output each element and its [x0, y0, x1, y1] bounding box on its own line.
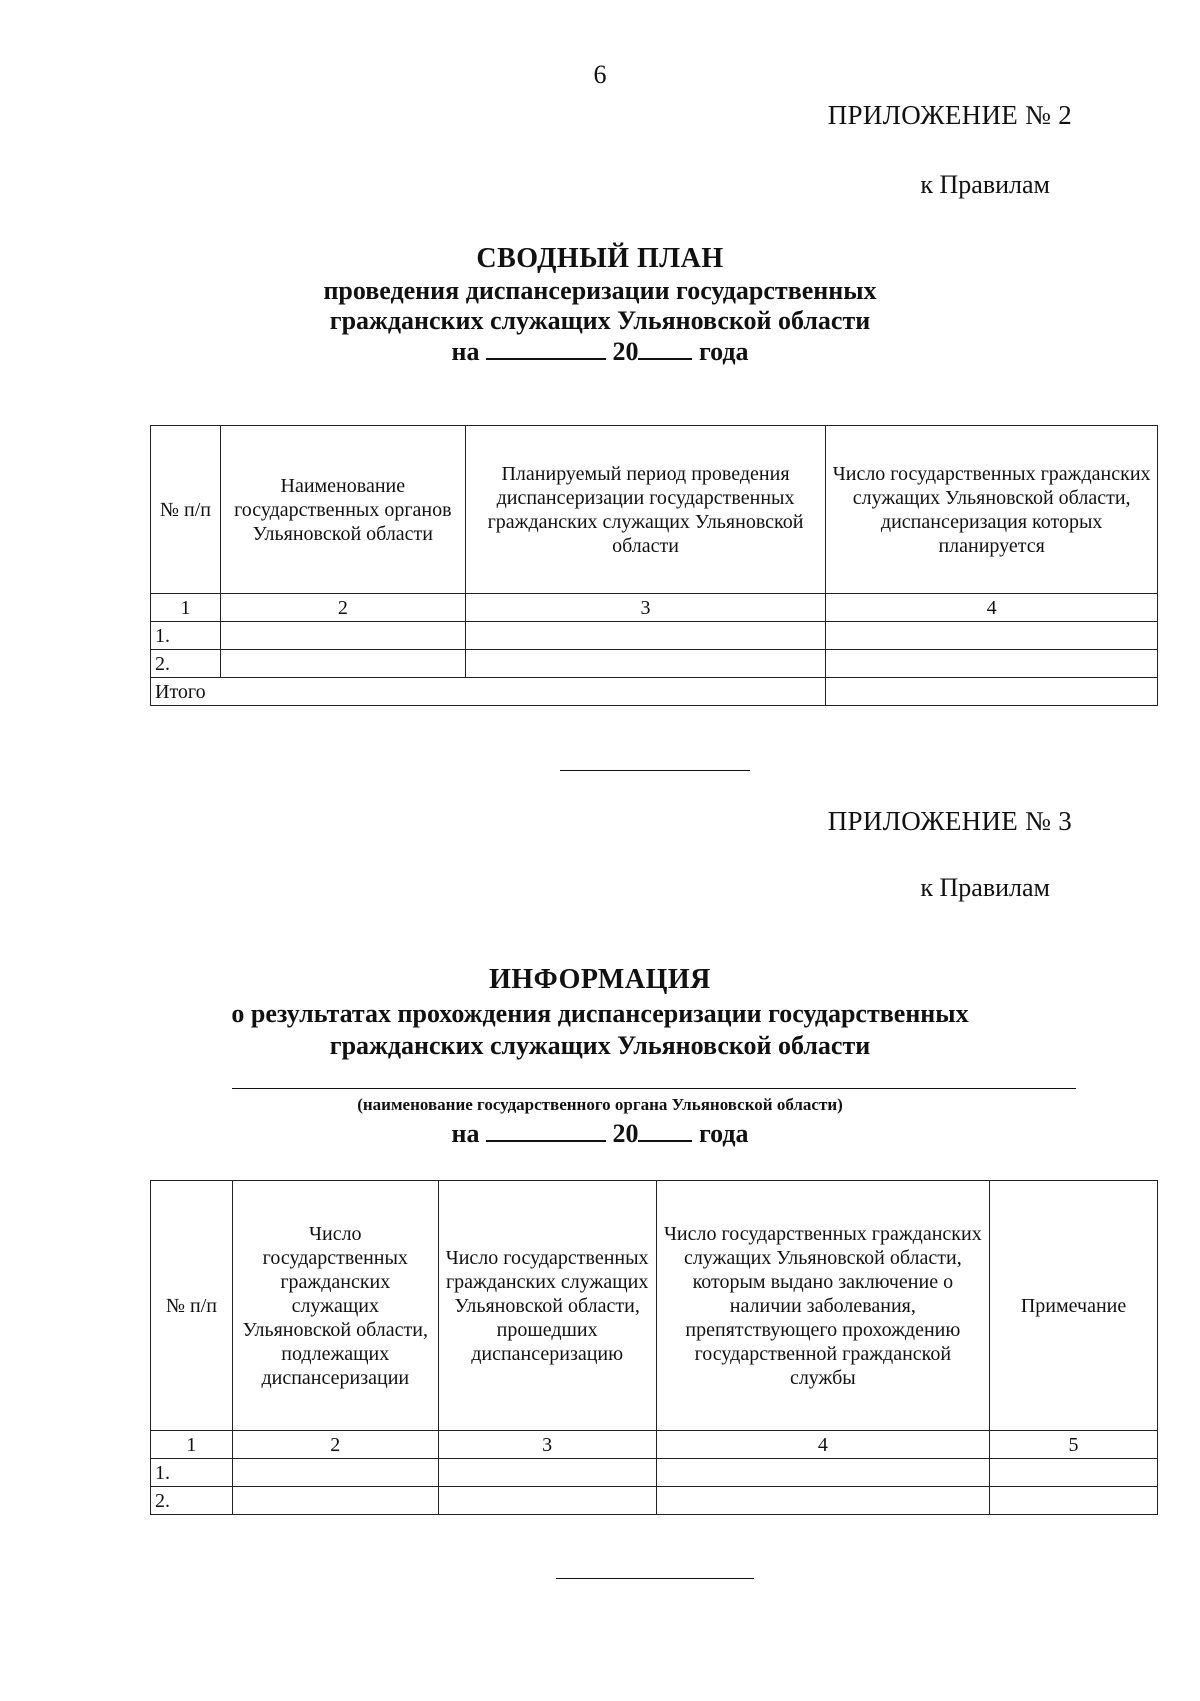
date-prefix: на: [451, 337, 480, 366]
table-row: [151, 1459, 1158, 1487]
header-cell: Примечание: [990, 1181, 1158, 1431]
row-number: 2.: [151, 650, 221, 678]
date-suffix: года: [698, 1119, 749, 1148]
year-blank: [638, 336, 692, 360]
table-cell: [438, 1459, 656, 1487]
info-subheading-2: гражданских служащих Ульяновской области: [329, 1031, 871, 1060]
date-suffix: года: [698, 337, 749, 366]
column-number: 3: [465, 594, 826, 622]
row-number: 2.: [151, 1487, 233, 1515]
header-cell: Число государственных гражданских служащих Ульяновской области, диспансеризация которых планируется: [826, 426, 1158, 594]
table-cell: [656, 1459, 990, 1487]
total-row: [151, 678, 1158, 706]
summary-plan-table: [150, 425, 1158, 706]
summary-plan-subheading-2: гражданских служащих Ульяновской области: [329, 306, 871, 335]
org-name-caption: (наименование государственного органа Ульяновской области): [357, 1095, 843, 1114]
header-cell: № п/п: [151, 1181, 233, 1431]
summary-plan-subheading-1: проведения диспансеризации государственных: [323, 276, 877, 305]
row-number: 1.: [151, 1459, 233, 1487]
appendix-3-title: ПРИЛОЖЕНИЕ № 3: [827, 806, 1072, 836]
column-number: 4: [826, 594, 1158, 622]
total-label: Итого: [151, 678, 826, 706]
month-blank: [486, 1118, 606, 1142]
column-number: 3: [438, 1431, 656, 1459]
table-cell: [438, 1487, 656, 1515]
info-date-line: [0, 1118, 1200, 1149]
page-number: 6: [593, 60, 607, 89]
appendix-3-subtitle: к Правилам: [920, 873, 1050, 902]
summary-plan-heading: СВОДНЫЙ ПЛАН: [476, 243, 724, 274]
year-blank: [638, 1118, 692, 1142]
table-cell: [232, 1487, 438, 1515]
header-cell: Число государственных гражданских служащих Ульяновской области, подлежащих диспансеризации: [232, 1181, 438, 1431]
summary-plan-date-line: [0, 336, 1200, 367]
table-cell: [232, 1459, 438, 1487]
table-cell: [220, 650, 465, 678]
table-cell: [656, 1487, 990, 1515]
header-cell: Наименование государственных органов Ульяновской области: [220, 426, 465, 594]
row-number: 1.: [151, 622, 221, 650]
column-number: 4: [656, 1431, 990, 1459]
appendix-2-subtitle: к Правилам: [920, 170, 1050, 199]
table-cell: [465, 622, 826, 650]
column-number: 2: [232, 1431, 438, 1459]
column-number: 1: [151, 1431, 233, 1459]
section-divider: [560, 770, 750, 771]
table-cell: [220, 622, 465, 650]
appendix-2-title: ПРИЛОЖЕНИЕ № 2: [827, 100, 1072, 130]
column-number: 5: [990, 1431, 1158, 1459]
info-table: [150, 1180, 1158, 1515]
header-cell: № п/п: [151, 426, 221, 594]
date-prefix: на: [451, 1119, 480, 1148]
table-cell: [990, 1487, 1158, 1515]
month-blank: [486, 336, 606, 360]
column-number: 1: [151, 594, 221, 622]
end-divider: [556, 1578, 754, 1579]
info-heading: ИНФОРМАЦИЯ: [489, 964, 711, 995]
table-cell: [826, 650, 1158, 678]
table-row: [151, 1487, 1158, 1515]
date-year: 20: [612, 1119, 639, 1148]
header-cell: Число государственных гражданских служащих Ульяновской области, которым выдано заключение о наличии заболевания, препятствующего прохождению государственной гражданской службы: [656, 1181, 990, 1431]
column-number: 2: [220, 594, 465, 622]
table-header-row: [151, 1181, 1158, 1431]
table-cell: [465, 650, 826, 678]
org-name-line: [232, 1088, 1076, 1089]
header-cell: Число государственных гражданских служащих Ульяновской области, прошедших диспансеризацию: [438, 1181, 656, 1431]
column-number-row: [151, 594, 1158, 622]
table-cell: [826, 622, 1158, 650]
total-cell: [826, 678, 1158, 706]
table-cell: [990, 1459, 1158, 1487]
table-row: [151, 622, 1158, 650]
table-row: [151, 650, 1158, 678]
header-cell: Планируемый период проведения диспансеризации государственных гражданских служащих Ульяновской области: [465, 426, 826, 594]
info-subheading-1: о результатах прохождения диспансеризации государственных: [231, 999, 969, 1028]
column-number-row: [151, 1431, 1158, 1459]
table-header-row: [151, 426, 1158, 594]
date-year: 20: [612, 337, 639, 366]
